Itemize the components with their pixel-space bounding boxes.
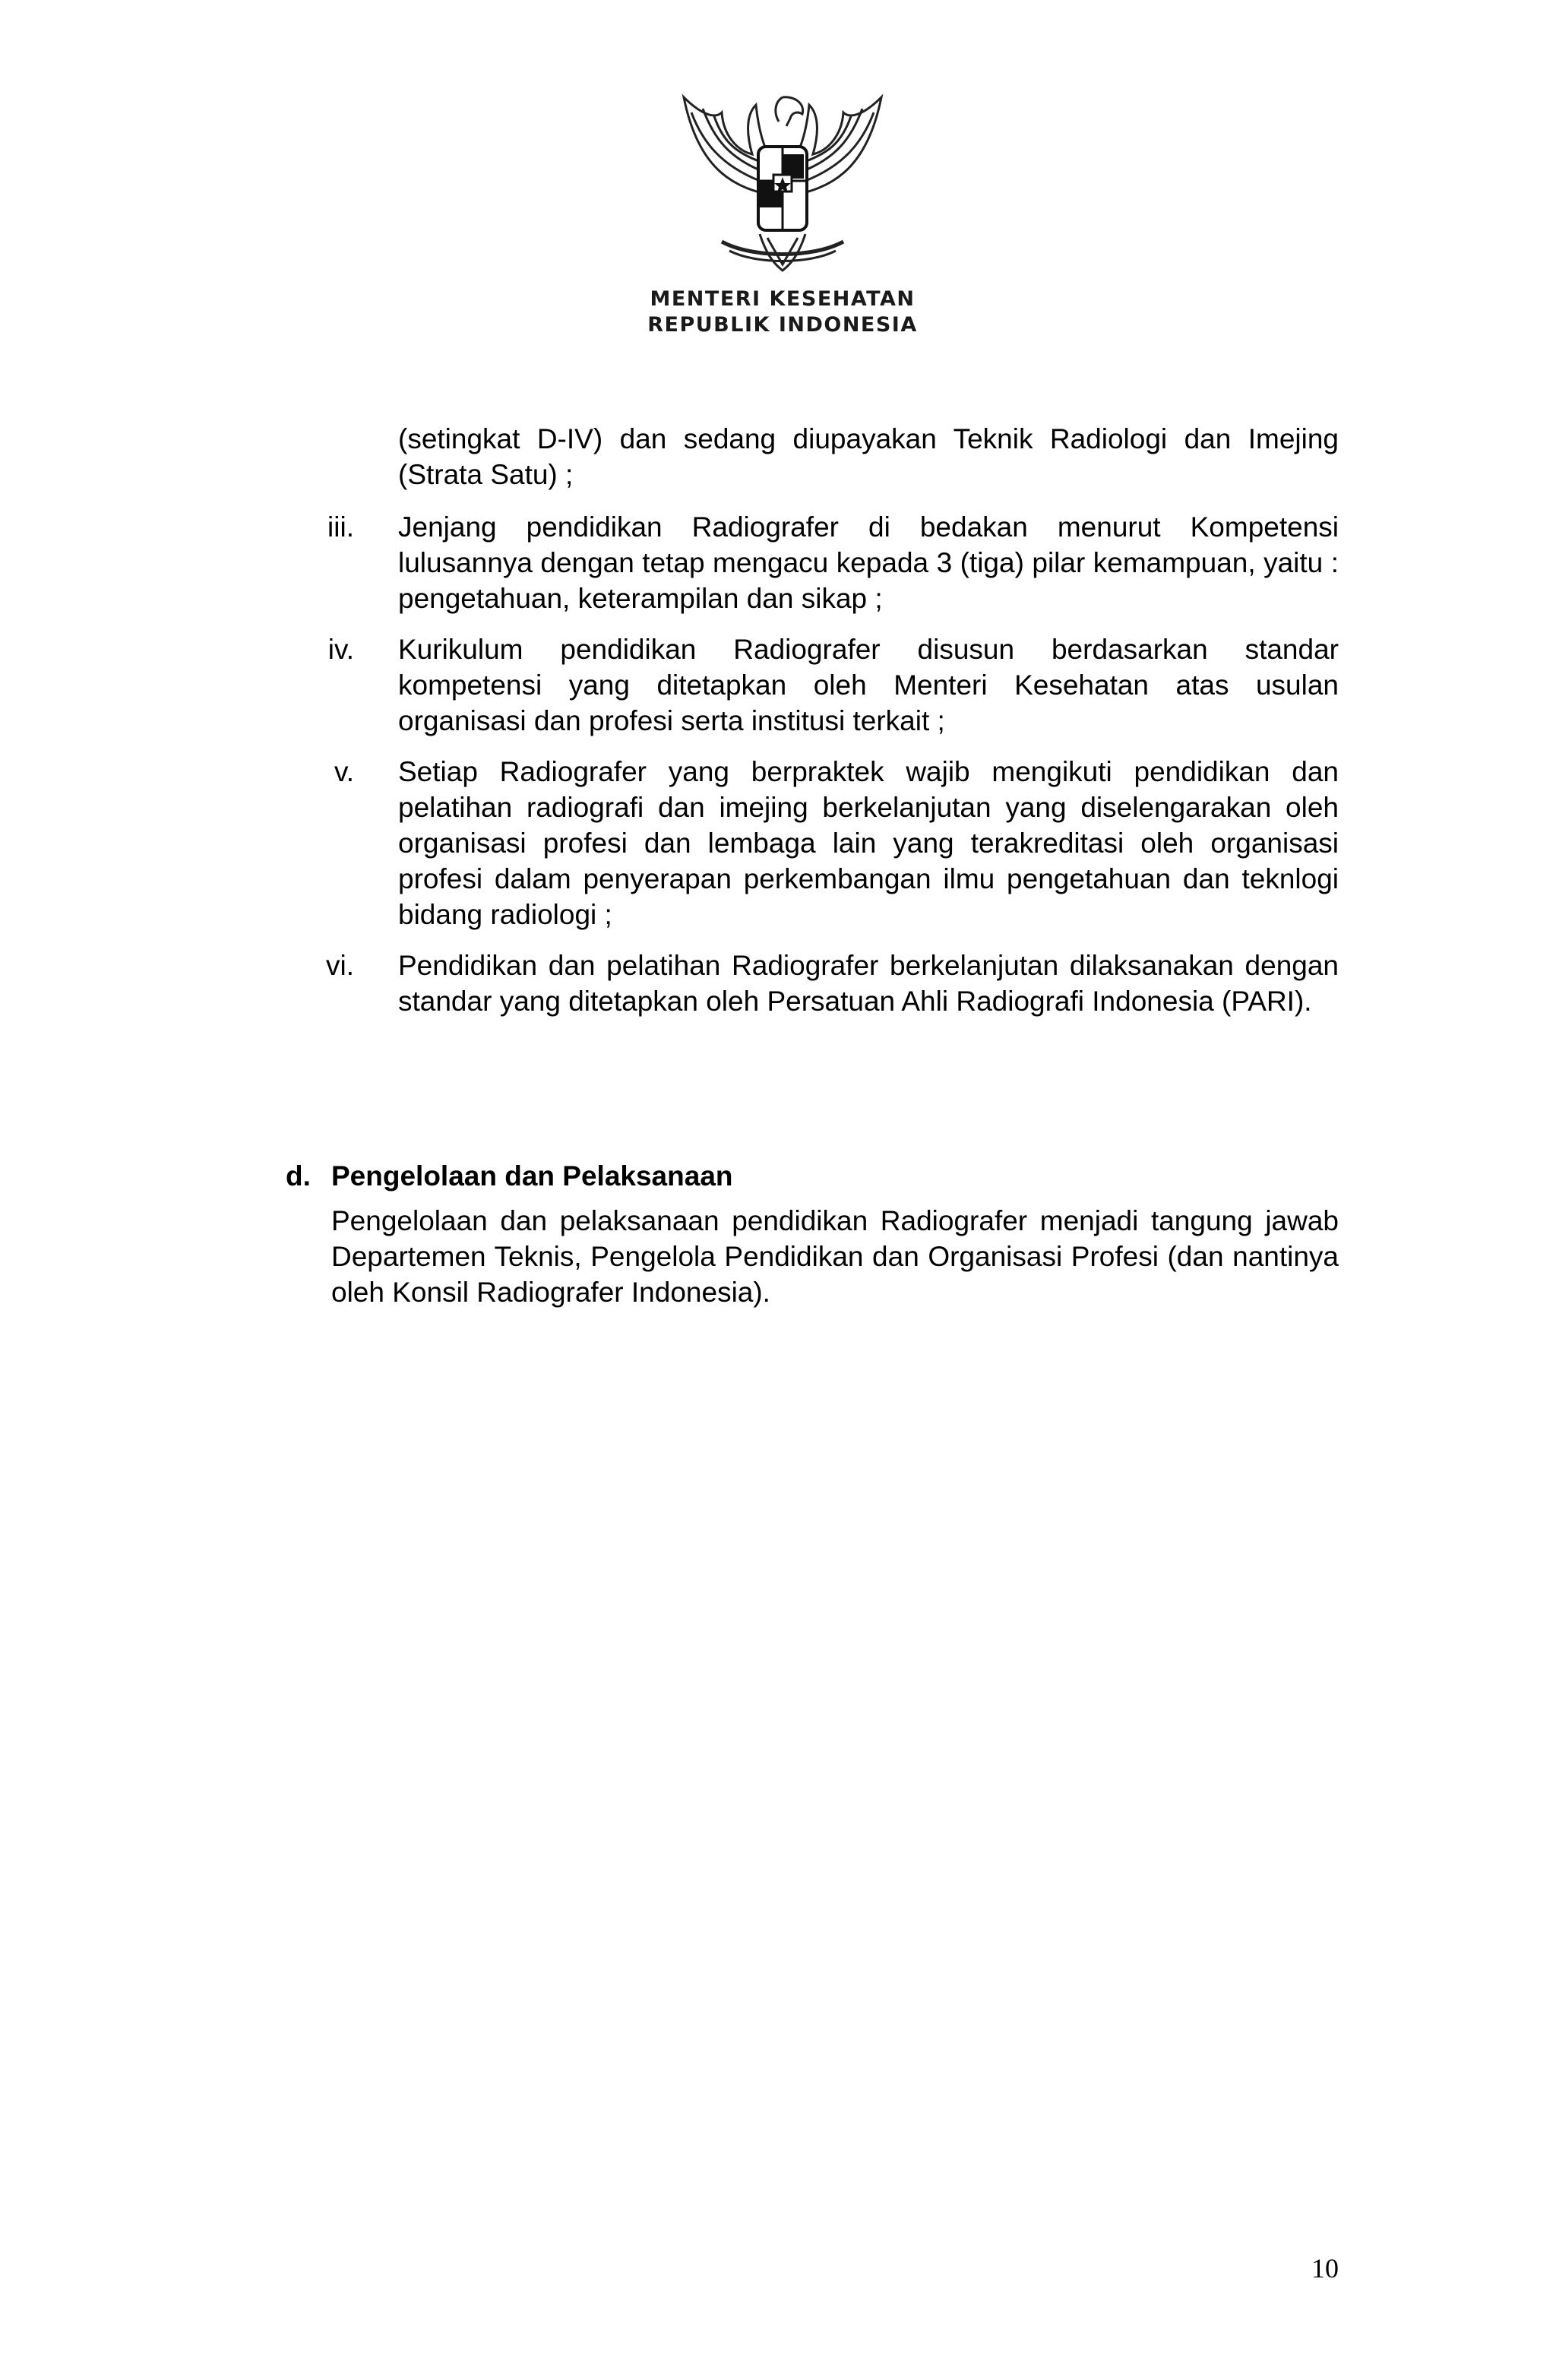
garuda-emblem-icon	[669, 82, 897, 286]
list-item-text: (setingkat D-IV) dan sedang diupayakan Teknik Radiologi dan Imejing (Strata Satu) ;	[398, 423, 1339, 490]
section-letter: d.	[286, 1160, 311, 1192]
numbered-list	[304, 421, 1339, 1034]
list-item-text: Setiap Radiografer yang berpraktek wajib mengikuti pendidikan dan pelatihan radiografi dan imejing berkelanjutan yang diselengarakan oleh organisasi profesi dan lembaga lain yang terakreditasi oleh organisasi profesi dalam penyerapan perkembangan ilmu pengetahuan dan teknlogi bidang radiologi ;	[398, 756, 1339, 930]
list-item-text: Kurikulum pendidikan Radiografer disusun berdasarkan standar kompetensi yang ditetapkan oleh Menteri Kesehatan atas usulan organisasi dan profesi serta institusi terkait ;	[398, 634, 1339, 736]
page-number: 10	[1311, 2253, 1339, 2283]
list-item	[304, 509, 1339, 616]
list-item	[304, 631, 1339, 739]
list-item	[304, 948, 1339, 1019]
ministry-name-line1: MENTERI KESEHATAN	[650, 287, 916, 311]
section-body: Pengelolaan dan pelaksanaan pendidikan Radiografer menjadi tangung jawab Departemen Teknis, Pengelola Pendidikan dan Organisasi Profesi (dan nantinya oleh Konsil Radiografer Indonesia).	[331, 1205, 1339, 1308]
list-item-marker: iii.	[327, 511, 354, 543]
section-heading	[286, 1158, 1339, 1194]
list-item-marker: vi.	[326, 950, 354, 981]
list-item-text: Pendidikan dan pelatihan Radiografer berkelanjutan dilaksanakan dengan standar yang ditetapkan oleh Persatuan Ahli Radiografi Indonesia (PARI).	[398, 950, 1339, 1017]
list-item-continuation	[304, 421, 1339, 492]
list-item-text: Jenjang pendidikan Radiografer di bedakan menurut Kompetensi lulusannya dengan tetap mengacu kepada 3 (tiga) pilar kemampuan, yaitu : pengetahuan, keterampilan dan sikap ;	[398, 511, 1339, 614]
list-item-marker: iv.	[327, 634, 354, 665]
list-item	[304, 754, 1339, 932]
section-d	[286, 1158, 1339, 1310]
section-title: Pengelolaan dan Pelaksanaan	[331, 1160, 733, 1192]
list-item-marker: v.	[334, 756, 354, 787]
ministry-name-line2: REPUBLIK INDONESIA	[647, 313, 918, 337]
